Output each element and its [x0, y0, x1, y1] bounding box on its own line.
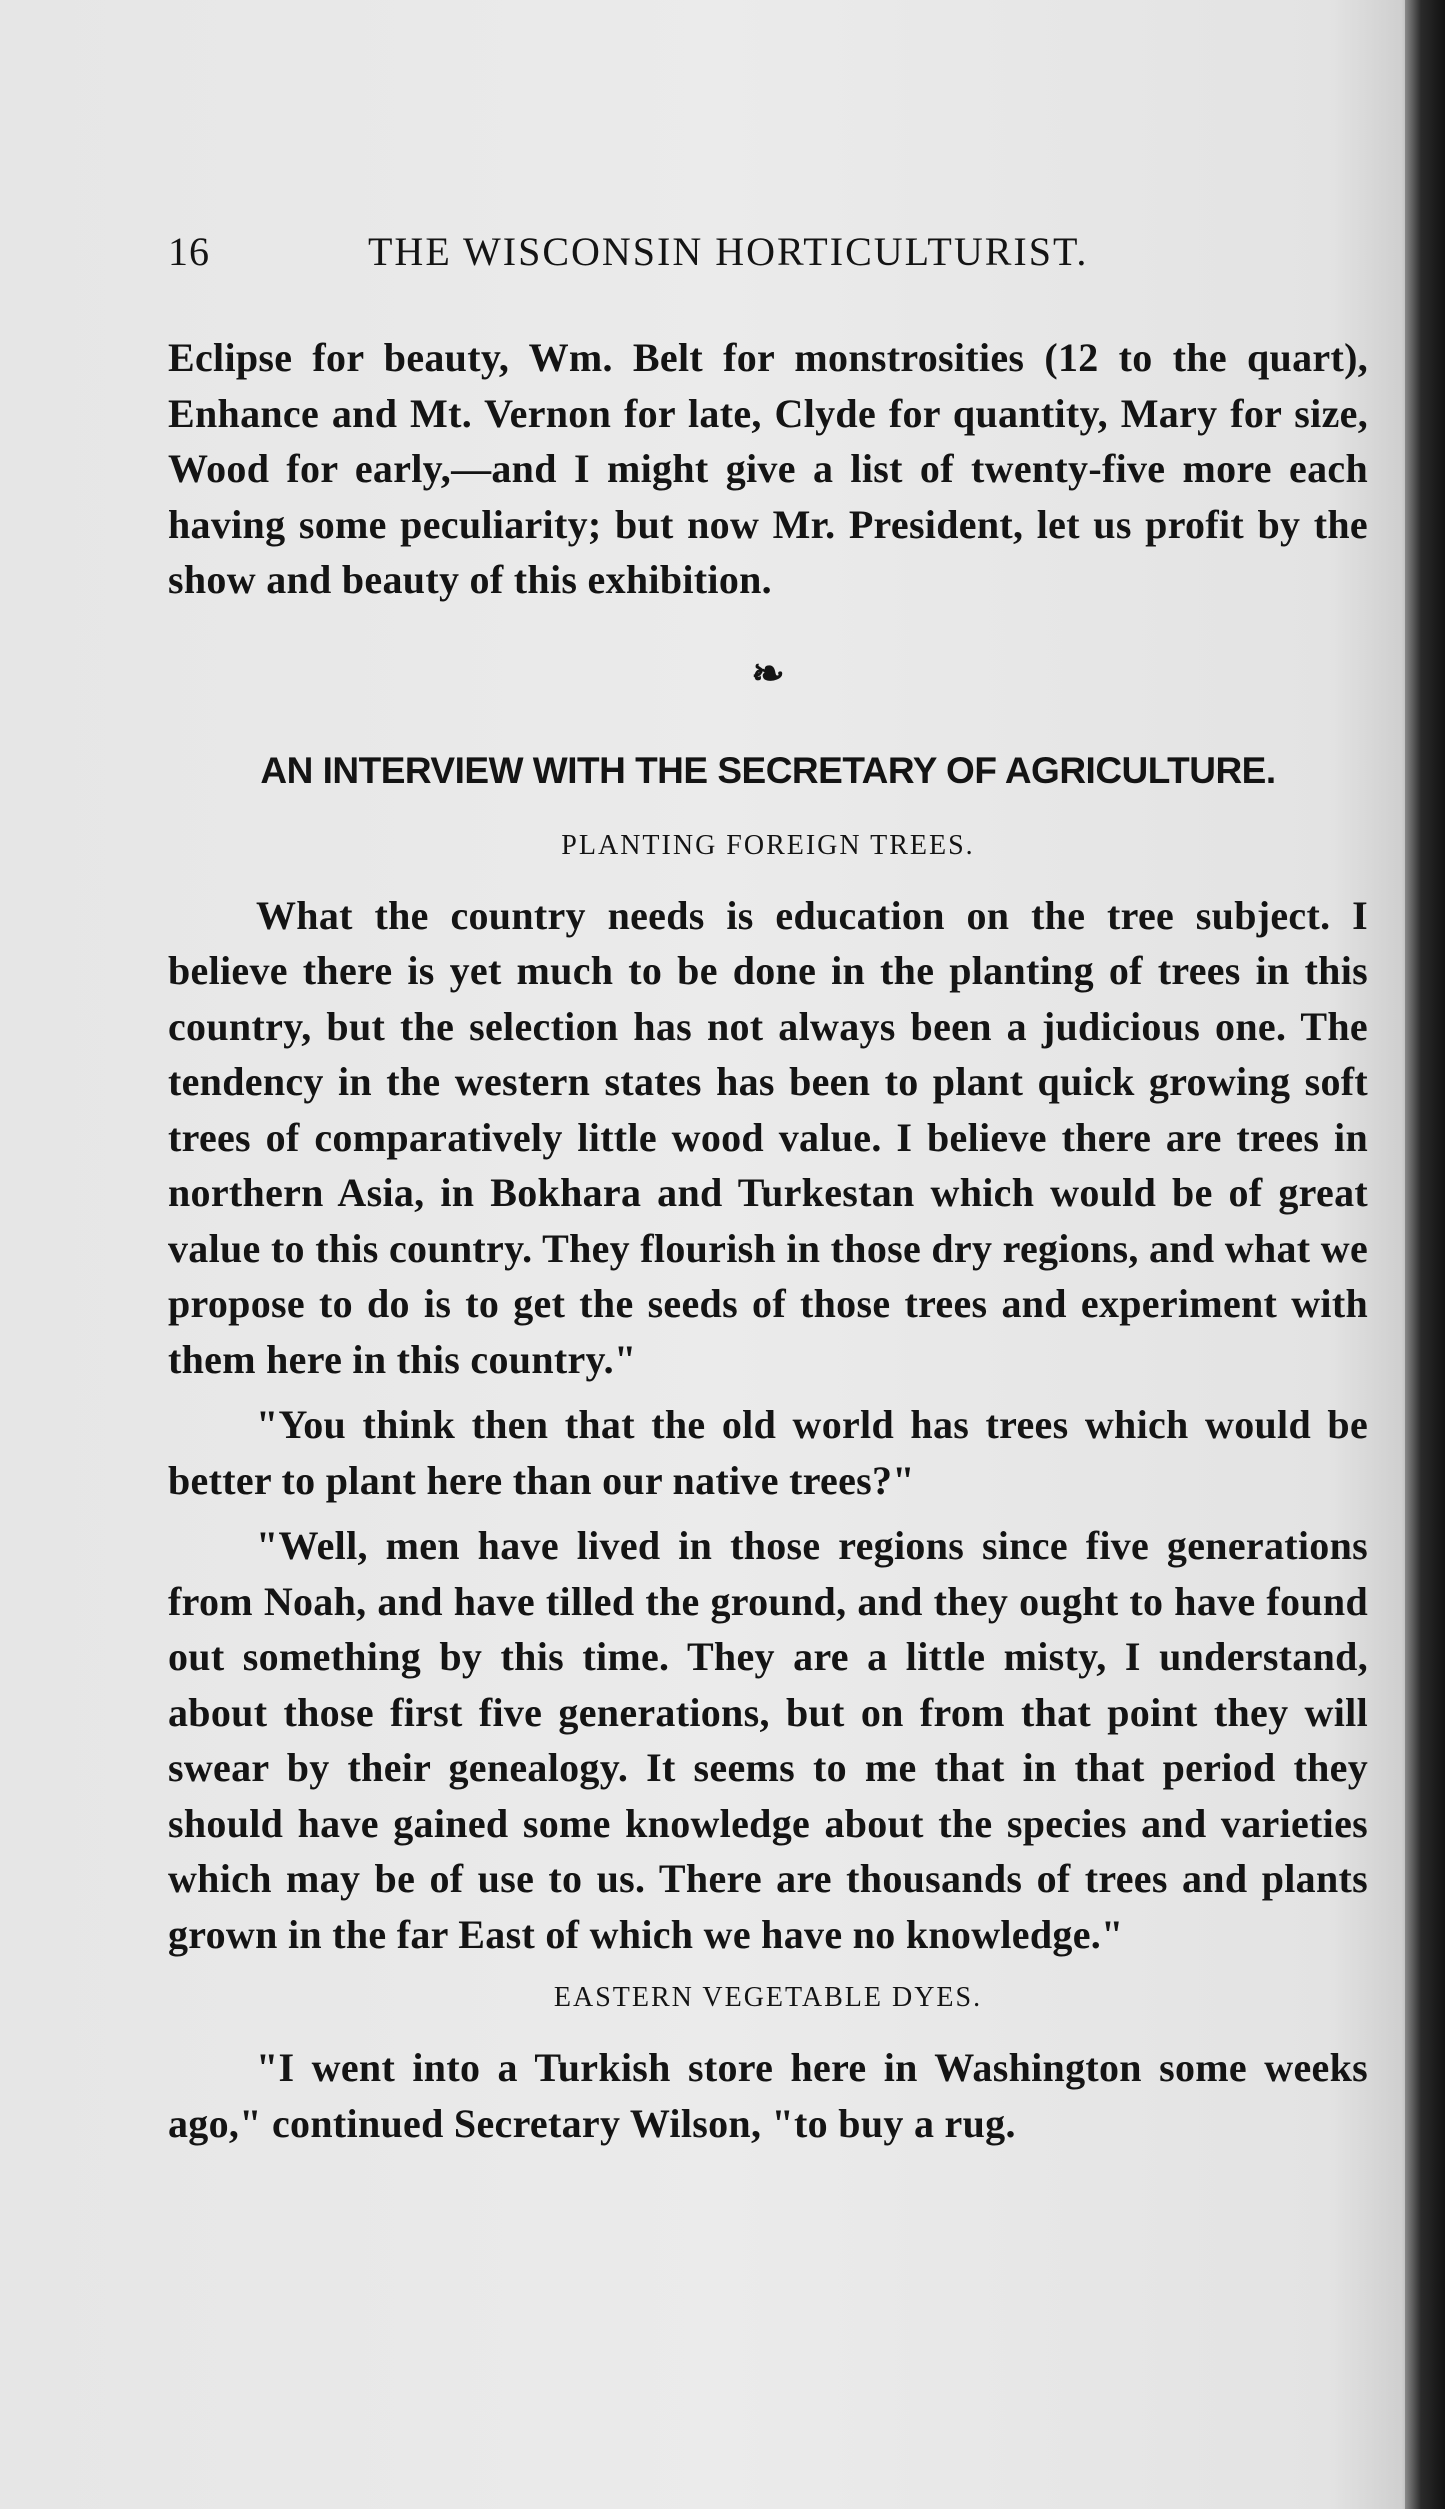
running-head	[168, 228, 1368, 288]
section-ornament: ❧	[751, 650, 785, 696]
article-title: AN INTERVIEW WITH THE SECRETARY OF AGRICULTURE.	[260, 749, 1276, 791]
paragraph-turkish-store: "I went into a Turkish store here in Washington some weeks ago," continued Secretary Wilson, "to buy a rug.	[168, 2045, 1368, 2146]
section-heading-planting-foreign-trees: PLANTING FOREIGN TREES.	[561, 829, 975, 861]
journal-title: THE WISCONSIN HORTICULTURIST.	[368, 229, 1089, 274]
section-heading-eastern-vegetable-dyes: EASTERN VEGETABLE DYES.	[553, 1982, 983, 2013]
page-binding-edge	[1405, 0, 1445, 2509]
paragraph-tree-education: What the country needs is education on the tree subject. I believe there is yet much to be done in the planting of trees in this country, but the selection has not always been a judicious one. The tendency in the western states has been to plant quick growing soft trees of comparatively little wood value. I believe there are trees in northern Asia, in Bokhara and Turkestan which would be of great value to this country. They flourish in those dry regions, and what we propose to do is to get the seeds of those trees and experiment with them here in this country."	[168, 892, 1368, 1382]
page-content	[168, 228, 1368, 2151]
continued-paragraph: Eclipse for beauty, Wm. Belt for monstrosities (12 to the quart), Enhance and Mt. Vernon for late, Clyde for quantity, Mary for size, Wood for early,—and I might give a list of twenty-five more each having some peculiarity; but now Mr. President, let us profit by the show and beauty of this exhibition.	[168, 335, 1368, 602]
paragraph-regions-since-noah: "Well, men have lived in those regions since five generations from Noah, and have tilled the ground, and they ought to have found out something by this time. They are a little misty, I understand, about those first five generations, but on from that point they will swear by their genealogy. It seems to me that in that period they should have gained some knowledge about the species and varieties which may be of use to us. There are thousands of trees and plants grown in the far East of which we have no knowledge."	[168, 1523, 1368, 1957]
page-number: 16	[168, 229, 210, 274]
paragraph-old-world-question: "You think then that the old world has trees which would be better to plant here than our native trees?"	[168, 1402, 1368, 1503]
